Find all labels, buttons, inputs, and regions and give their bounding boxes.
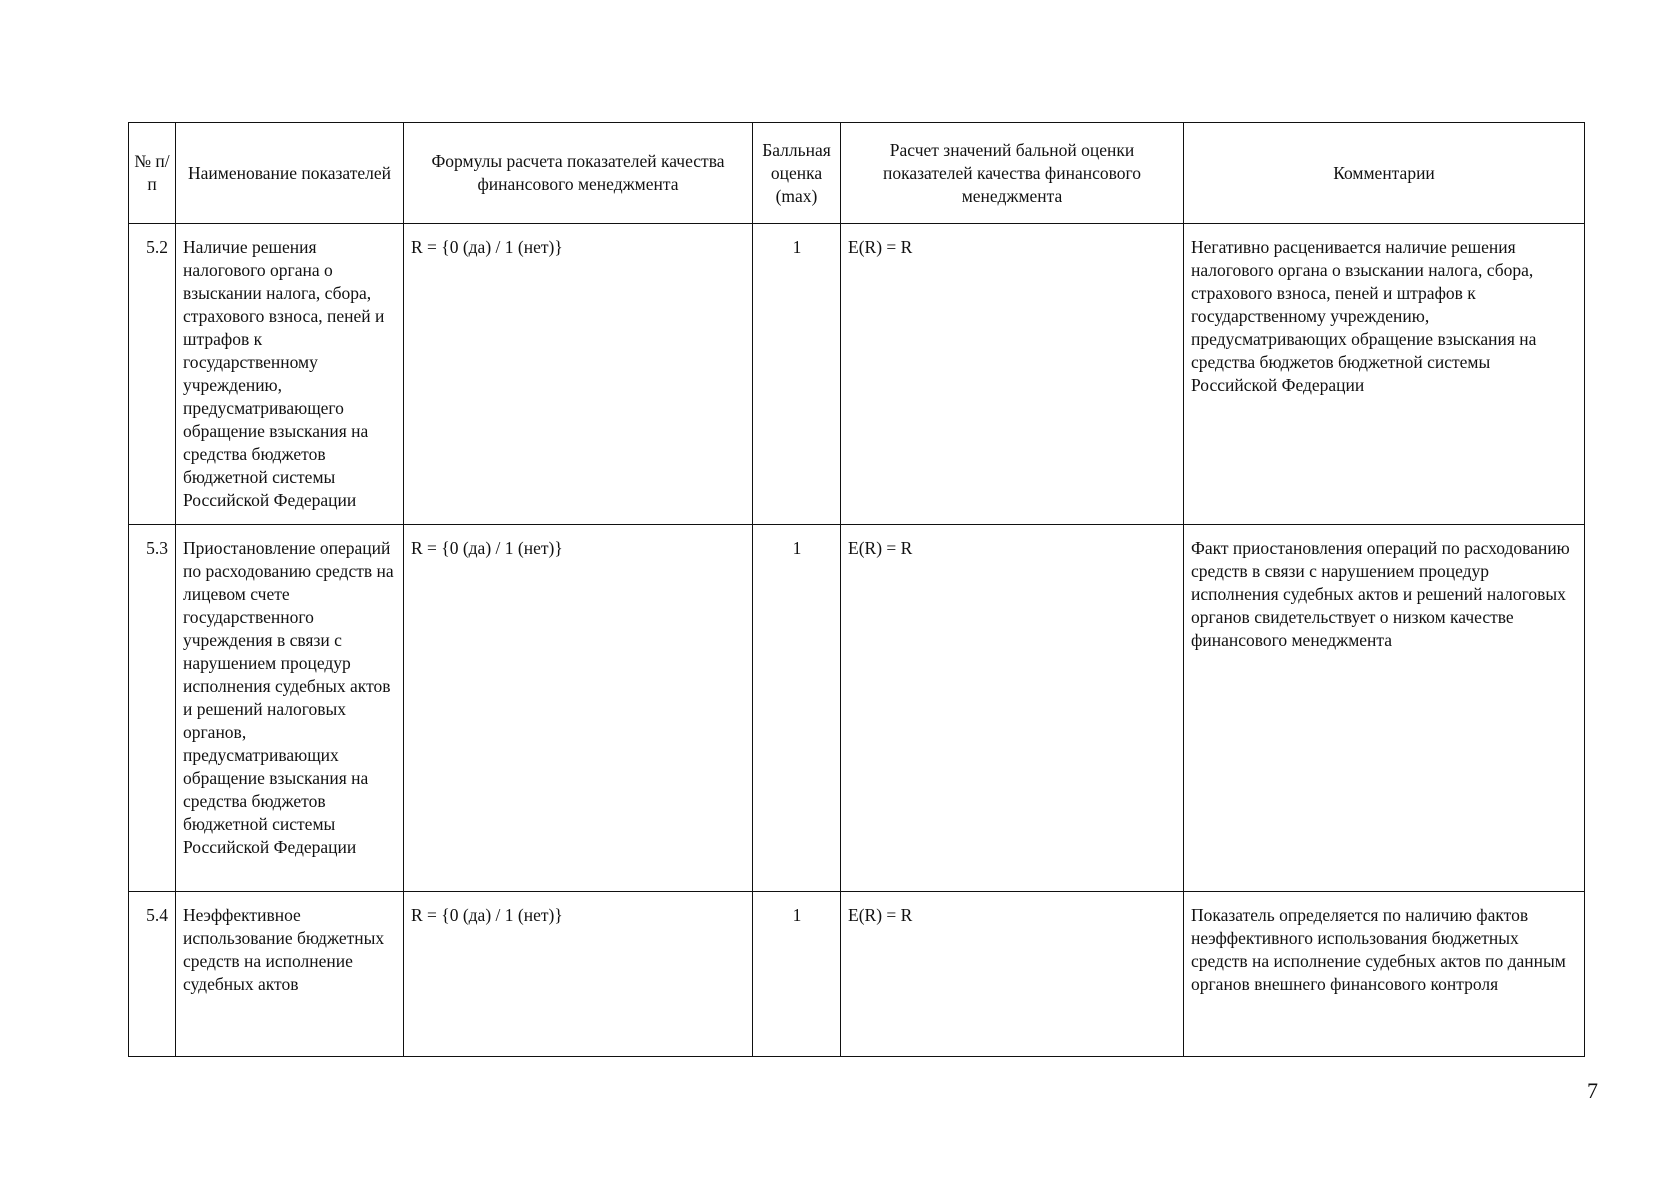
- header-num: № п/п: [129, 123, 176, 224]
- header-name: Наименование показателей: [176, 123, 404, 224]
- row-num: 5.3: [129, 525, 176, 892]
- row-formula: R = {0 (да) / 1 (нет)}: [404, 224, 753, 525]
- header-comment: Комментарии: [1184, 123, 1585, 224]
- page-number: 7: [1587, 1078, 1598, 1103]
- row-num: 5.2: [129, 224, 176, 525]
- header-formula: Формулы расчета показателей качества финансового менеджмента: [404, 123, 753, 224]
- indicators-table: [128, 122, 1585, 1057]
- row-num: 5.4: [129, 892, 176, 1057]
- row-score: 1: [753, 892, 841, 1057]
- row-comment: Показатель определяется по наличию фактов неэффективного использования бюджетных средств на исполнение судебных актов по данным органов внешнего финансового контроля: [1184, 892, 1585, 1057]
- row-comment: Негативно расценивается наличие решения налогового органа о взыскании налога, сбора, страхового взноса, пеней и штрафов к государственному учреждению, предусматривающих обращение взыскания на средства бюджетов бюджетной системы Российской Федерации: [1184, 224, 1585, 525]
- row-score: 1: [753, 525, 841, 892]
- row-calc: E(R) = R: [841, 525, 1184, 892]
- table-row: [129, 525, 1585, 892]
- row-name: Неэффективное использование бюджетных средств на исполнение судебных актов: [176, 892, 404, 1057]
- row-formula: R = {0 (да) / 1 (нет)}: [404, 525, 753, 892]
- row-name: Приостановление операций по расходованию средств на лицевом счете государственного учреждения в связи с нарушением процедур исполнения судебных актов и решений налоговых органов, предусматривающих обращение взыскания на средства бюджетов бюджетной системы Российской Федерации: [176, 525, 404, 892]
- row-calc: E(R) = R: [841, 224, 1184, 525]
- header-score: Балльная оценка (max): [753, 123, 841, 224]
- row-comment: Факт приостановления операций по расходованию средств в связи с нарушением процедур исполнения судебных актов и решений налоговых органов свидетельствует о низком качестве финансового менеджмента: [1184, 525, 1585, 892]
- table-header-row: [129, 123, 1585, 224]
- row-name: Наличие решения налогового органа о взыскании налога, сбора, страхового взноса, пеней и штрафов к государственному учреждению, предусматривающего обращение взыскания на средства бюджетов бюджетной системы Российской Федерации: [176, 224, 404, 525]
- row-score: 1: [753, 224, 841, 525]
- header-calc: Расчет значений бальной оценки показателей качества финансового менеджмента: [841, 123, 1184, 224]
- row-formula: R = {0 (да) / 1 (нет)}: [404, 892, 753, 1057]
- table-row: [129, 892, 1585, 1057]
- row-calc: E(R) = R: [841, 892, 1184, 1057]
- table-row: [129, 224, 1585, 525]
